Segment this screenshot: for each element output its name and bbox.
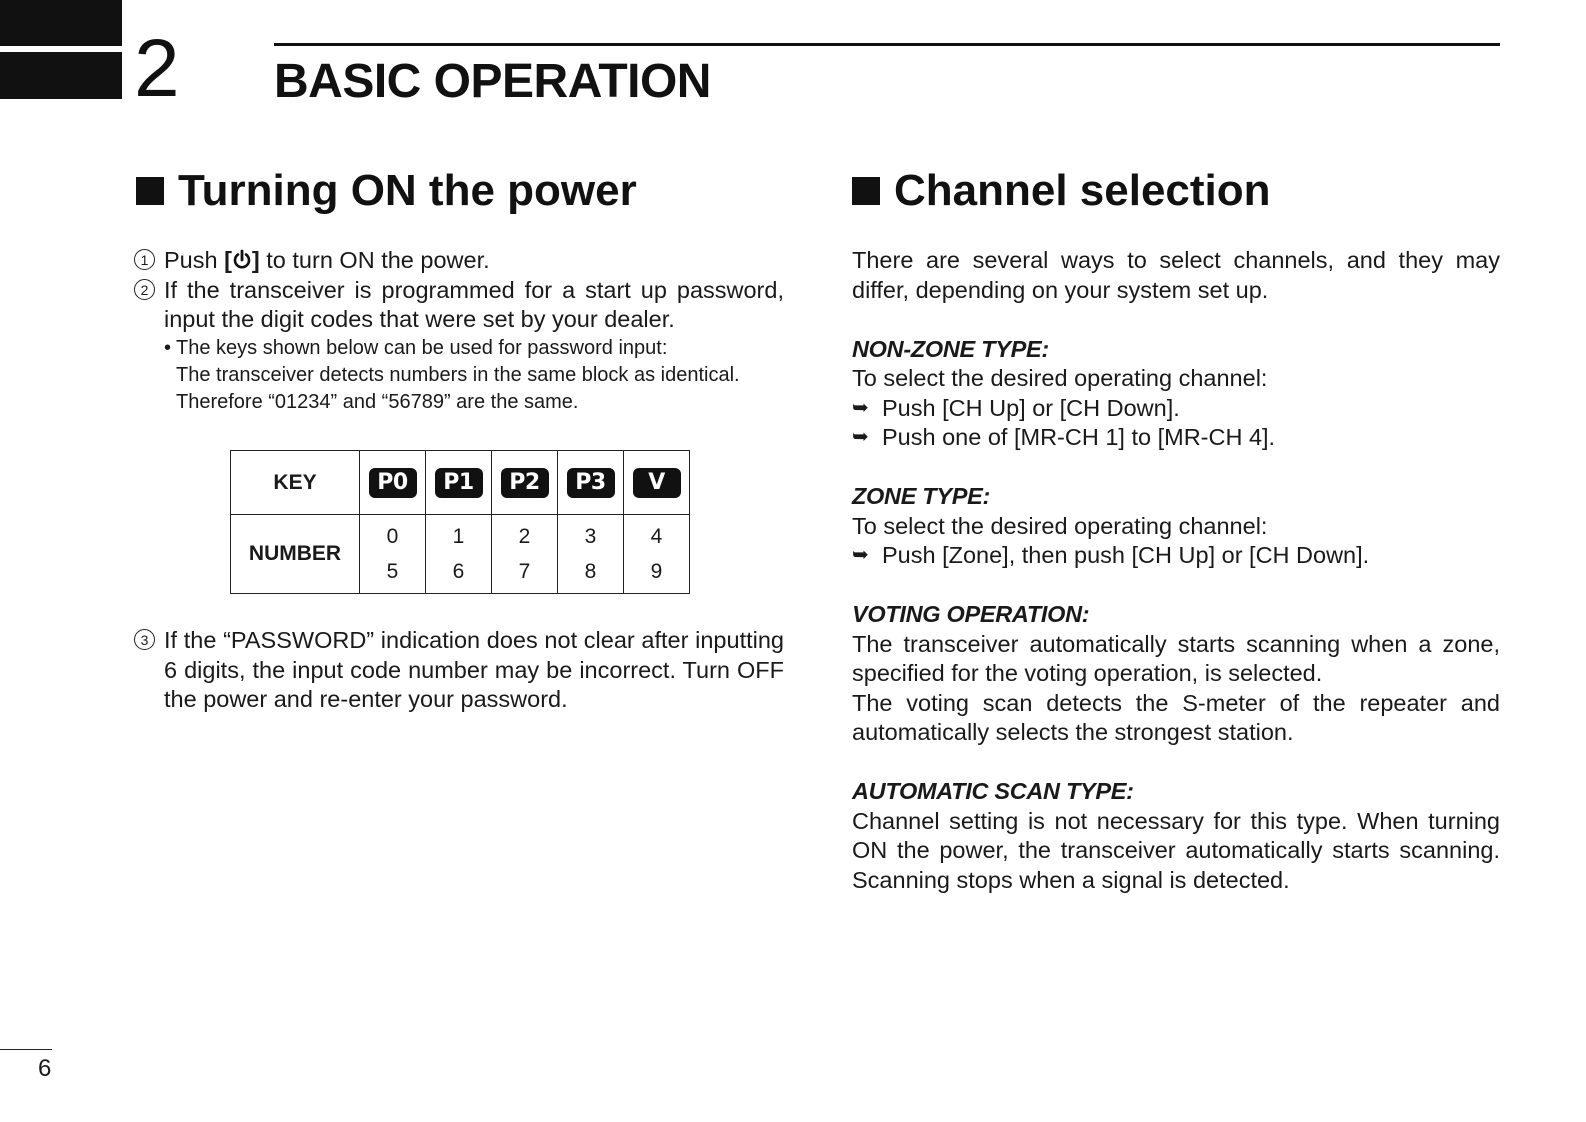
- section-heading-channel: [852, 166, 1271, 216]
- number-bottom: 9: [650, 560, 663, 583]
- power-key-close: ]: [251, 247, 260, 273]
- table-cell-number: [558, 515, 624, 594]
- voting-paragraph-1: The transceiver automatically starts scanning when a zone, specified for the voting operation, is selected.: [852, 630, 1500, 686]
- table-cell-key: [360, 451, 426, 515]
- table-cell-number: [492, 515, 558, 594]
- power-icon: [232, 249, 252, 271]
- section-heading-channel-text: Channel selection: [894, 166, 1271, 215]
- step-2-text: If the transceiver is programmed for a start up password, input the digit codes that were set by your dealer.: [164, 276, 784, 332]
- step-1-text-after: to turn ON the power.: [259, 247, 490, 273]
- password-note-line-1: The keys shown below can be used for password input:: [176, 336, 668, 359]
- bullet-dot: •: [164, 336, 172, 359]
- password-note-line-3: Therefore “01234” and “56789” are the same.: [176, 390, 579, 413]
- chapter-tab-top: [0, 0, 122, 46]
- square-bullet-icon: [136, 177, 164, 205]
- key-v-icon: V: [633, 468, 681, 498]
- password-note: [134, 335, 784, 416]
- zone-desc: To select the desired operating channel:: [852, 512, 1268, 539]
- chapter-title: BASIC OPERATION: [274, 55, 711, 108]
- nonzone-item-2-text: Push one of [MR-CH 1] to [MR-CH 4].: [882, 424, 1276, 450]
- step-1: [134, 246, 784, 276]
- step-3: [134, 626, 784, 715]
- voting-paragraph-2: The voting scan detects the S-meter of the repeater and automatically selects the strongest station.: [852, 689, 1500, 745]
- section-heading-power: [136, 166, 637, 216]
- channel-intro: There are several ways to select channels, and they may differ, depending on your system set up.: [852, 247, 1500, 303]
- table-cell-key: [624, 451, 690, 515]
- step-number: 3: [134, 629, 155, 650]
- section-heading-power-text: Turning ON the power: [178, 166, 637, 215]
- step-3-block: [134, 626, 784, 715]
- zone-title: ZONE TYPE:: [852, 483, 991, 509]
- nonzone-item-1-text: Push [CH Up] or [CH Down].: [882, 394, 1180, 421]
- key-p1-icon: P1: [435, 468, 483, 498]
- table-cell-key: [492, 451, 558, 515]
- nonzone-desc: To select the desired operating channel:: [852, 365, 1268, 391]
- key-p2-icon: P2: [501, 468, 549, 498]
- voting-title: VOTING OPERATION:: [852, 601, 1090, 627]
- table-cell-number: [426, 515, 492, 594]
- square-bullet-icon: [852, 177, 880, 205]
- number-top: 3: [584, 525, 597, 548]
- arrow-icon: ➥: [852, 544, 869, 566]
- page-number: 6: [38, 1055, 52, 1082]
- step-3-text: If the “PASSWORD” indication does not clear after inputting 6 digits, the input code number may be incorrect. Turn OFF the power and re-enter your password.: [164, 627, 784, 712]
- number-top: 1: [452, 525, 465, 548]
- zone-item-1: [852, 541, 1500, 571]
- left-column: [134, 246, 784, 416]
- table-row-keys: [231, 451, 690, 515]
- nonzone-item-2: [852, 423, 1500, 453]
- number-top: 0: [386, 525, 399, 548]
- password-note-line-2: The transceiver detects numbers in the same block as identical.: [176, 363, 740, 386]
- arrow-icon: ➥: [852, 396, 869, 419]
- number-top: 2: [518, 525, 531, 548]
- zone-item-1-text: Push [Zone], then push [CH Up] or [CH Down].: [882, 542, 1370, 568]
- password-key-table: [230, 450, 690, 594]
- number-bottom: 5: [386, 560, 399, 583]
- right-column: [852, 246, 1500, 895]
- chapter-tab-bottom: [0, 52, 122, 99]
- number-top: 4: [650, 525, 663, 548]
- power-key-open: [: [224, 247, 232, 273]
- table-header-number: NUMBER: [231, 515, 360, 594]
- table-cell-number: [360, 515, 426, 594]
- table-cell-key: [558, 451, 624, 515]
- power-key: [224, 247, 260, 273]
- table-cell-key: [426, 451, 492, 515]
- nonzone-title: NON-ZONE TYPE:: [852, 335, 1049, 362]
- autoscan-title: AUTOMATIC SCAN TYPE:: [852, 778, 1134, 804]
- step-1-text-before: Push: [164, 247, 225, 273]
- table-cell-number: [624, 515, 690, 594]
- step-number: 1: [134, 249, 155, 270]
- number-bottom: 6: [452, 560, 465, 583]
- table-row-numbers: [231, 515, 690, 594]
- arrow-icon: ➥: [852, 426, 869, 448]
- step-2: [134, 276, 784, 335]
- key-p3-icon: P3: [567, 468, 615, 498]
- footer-rule: [0, 1049, 52, 1050]
- header-rule: [274, 43, 1500, 46]
- autoscan-paragraph: Channel setting is not necessary for this type. When turning ON the power, the transceiver automatically starts scanning. Scanning stops when a signal is detected.: [852, 807, 1500, 893]
- chapter-number: 2: [134, 23, 180, 114]
- step-number: 2: [134, 279, 155, 300]
- number-bottom: 8: [584, 560, 597, 583]
- key-p0-icon: P0: [369, 468, 417, 498]
- number-bottom: 7: [518, 560, 531, 583]
- table-header-key: KEY: [231, 451, 360, 515]
- nonzone-item-1: [852, 394, 1500, 424]
